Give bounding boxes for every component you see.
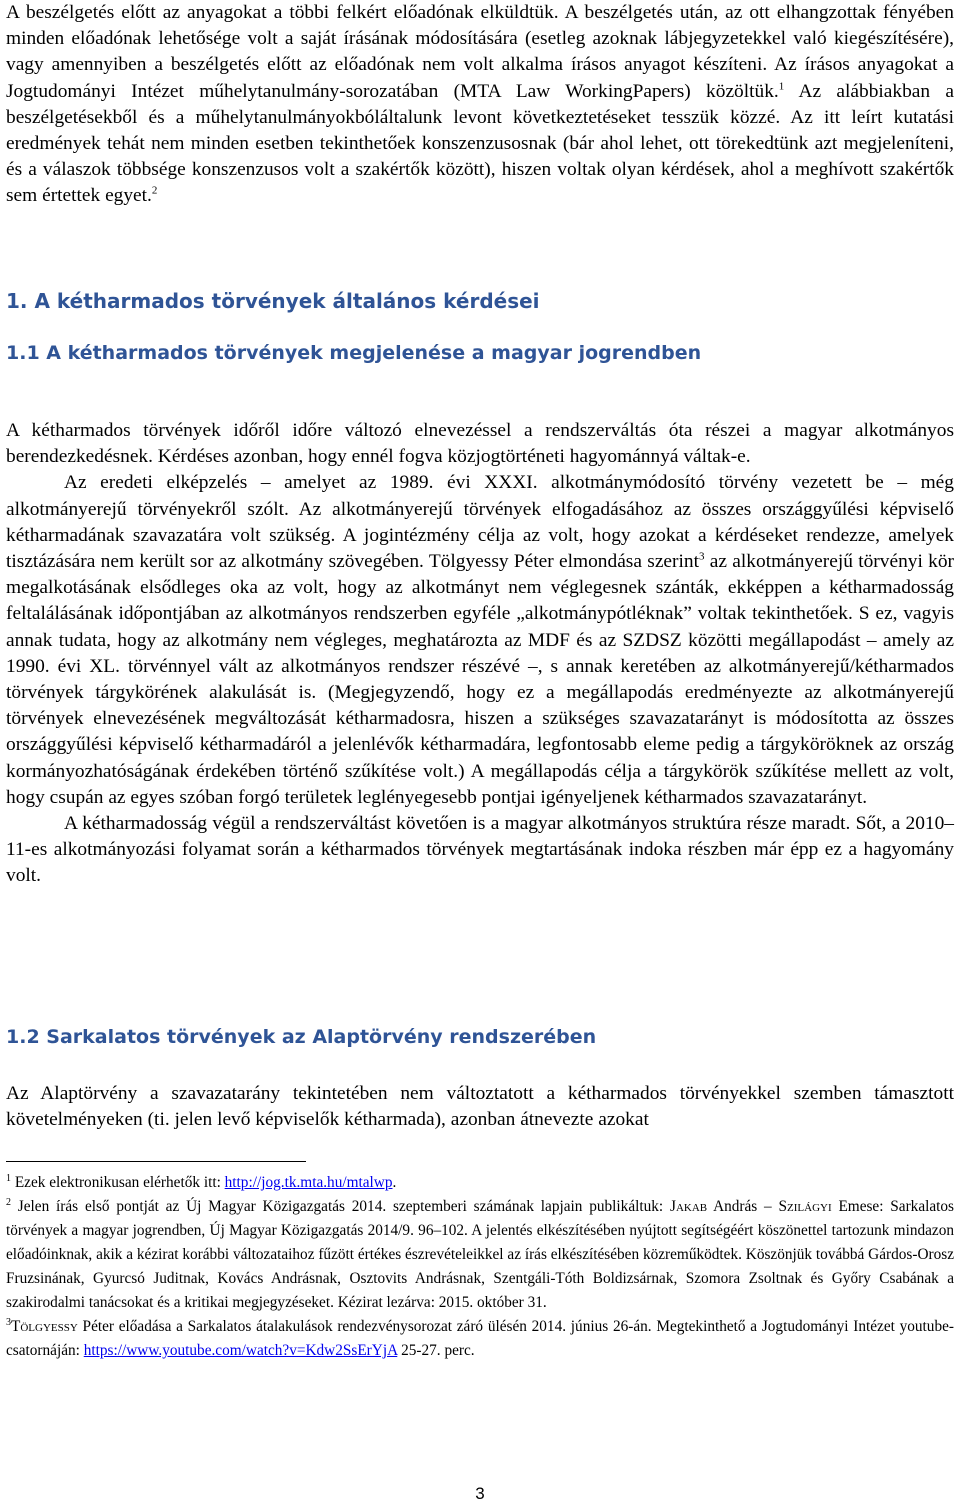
footnote-3-link[interactable]: https://www.youtube.com/watch?v=Kdw2SsErYjA <box>83 1342 398 1359</box>
intro-text-a: A beszélgetés előtt az anyagokat a többi felkért előadónak elküldtük. A beszélgetés után, az ott elhangzottak fényében minden előadónak lehetősége volt a saját írásának módosítására (esetleg azoknak lábjegyzetekkel való kiegészítésére), vagy amennyiben a beszélgetés előtt az előadónak nem volt alkalma írásos anyagot készíteni. Az írásos anyagokat a Jogtudományi Intézet műhelytanulmány-sorozatában (MTA Law WorkingPapers) közöltük. <box>6 2 954 102</box>
footnote-2-number: 2 <box>6 1196 11 1208</box>
intro-paragraph <box>6 0 954 210</box>
footnote-1 <box>6 1171 954 1195</box>
footnote-3-end: 25-27. perc. <box>397 1342 475 1359</box>
footnote-2-text-a: Jelen írás első pontját az Új Magyar Közigazgatás 2014. szeptemberi számának lapjain publikáltuk: J <box>11 1198 676 1215</box>
footnote-1-text: Ezek elektronikusan elérhetők itt: <box>11 1174 225 1191</box>
section-1-2 <box>6 1081 954 1133</box>
heading-1-1: 1.1 A kétharmados törvények megjelenése a magyar jogrendben <box>6 342 702 364</box>
section-1-2-paragraph-1: Az Alaptörvény a szavazatarány tekintetében nem változtatott a kétharmados törvényekkel szemben támasztott követelményeken (ti. jelen levő képviselők kétharmada), azonban átnevezte azokat <box>6 1083 954 1131</box>
section-1-1-paragraph-1: A kétharmados törvények időről időre változó elnevezéssel a rendszerváltás óta részei a magyar alkotmányos berendezkedésnek. Kérdéses azonban, hogy ennél fogva közjogtörténeti hagyománnyá váltak-e. <box>6 420 954 468</box>
footnote-2 <box>6 1195 954 1315</box>
intro-text-b: Az alábbiakban a beszélgetésekből és a műhelytanulmányokbóláltalunk levont következtetéseket tesszük közzé. Az itt leírt kutatási eredmények tehát nem minden esetben tekinthetőek konszenzusosnak (bár ahol lehet, ott törekedtünk azt megjeleníteni, és a válaszok többsége konszenzusos volt a szakértők között), hiszen voltak olyan kérdések, ahol a meghívott szakértők sem értettek egyet. <box>6 80 954 207</box>
footnote-2-author-1: akab <box>675 1198 708 1215</box>
footnote-1-end: . <box>392 1174 397 1191</box>
footnote-ref-3[interactable]: 3 <box>698 550 705 563</box>
footnote-ref-2[interactable]: 2 <box>151 184 158 197</box>
footnote-2-text-b: András – S <box>707 1198 788 1215</box>
footnote-1-link[interactable]: http://jog.tk.mta.hu/mtalwp <box>224 1174 393 1191</box>
page-number: 3 <box>475 1484 485 1503</box>
footnote-2-text-c: Emese: Sarkalatos törvények a magyar jogrendben, Új Magyar Közigazgatás 2014/9. 96–102. A jelentés elkészítésében nyújtott segítségéért köszönettel tartozunk mindazon előadóinknak, akik a kézirat korábbi változataihoz fűzött értékes észrevételeikkel az írás elkészítésében közreműködtek. Köszönjük továbbá Gárdos-Orosz Fruzsinának, Gyurcsó Juditnak, Kovács Andrásnak, Osztovits Andrásnak, Szentgáli-Tóth Boldizsárnak, Szomora Zsoltnak és Győry Csabának a szakirodalmi tanácsokat és a kritikai megjegyzéseket. Kézirat lezárva: 2015. október 31. <box>6 1198 955 1311</box>
footnote-3-initial: T <box>11 1318 21 1335</box>
section-1-1-p2-text-a: Az eredeti elképzelés – amelyet az 1989. évi XXXI. alkotmánymódosító törvény vezetett be – még alkotmányerejű törvényekről szólt. Az alkotmányerejű törvények elfogadásához az összes országgyűlési képviselő kétharmadának szavazatára volt szükség. A jogintézmény célja az volt, hogy azokat a kérdéseket rendezze, amelyek tisztázására nem került sor az alkotmány szövegében. Tölgyessy Péter elmondása szerint <box>6 472 954 573</box>
intro-section <box>6 0 954 210</box>
footnote-3-number: 3 <box>6 1316 11 1328</box>
footnote-1-number: 1 <box>6 1172 11 1184</box>
footnote-3 <box>6 1315 954 1363</box>
section-1-1-paragraph-2 <box>6 470 954 811</box>
footnote-ref-1[interactable]: 1 <box>778 80 785 93</box>
footnotes <box>6 1171 954 1363</box>
section-1-1-p2-text-b: az alkotmányerejű törvényi kör megalkotásának elsődleges oka az volt, hogy az alkotmányt nem véglegesnek szánták, ekképpen a kétharmadosság feltalálásának időpontjában az alkotmányos rendszerben egyféle „alkotmánypótléknak” voltak tekinthetőek. S ez, vagyis annak tudata, hogy az alkotmány nem végleges, meghatározta az MDF és az SZDSZ közötti megállapodást – amely az 1990. évi XL. törvénnyel vált az alkotmányos rendszer részévé –, s annak keretében az alkotmányerejű/kétharmados törvények tárgykörének alakulását is. (Megjegyzendő, hogy ez a megállapodás eredményezte az alkotmányerejű törvények elnevezésének megváltozását kétharmadosra, hiszen a szükséges szavazatarányt is módosította az összes országgyűlési képviselő kétharmadáról a jelenlévők kétharmadára, legfontosabb eleme pedig a tárgyköröknek az ország kormányozhatóságának érdekében történő szűkítése volt.) A megállapodás célja a tárgykörök szűkítése mellett az volt, hogy csupán az egyes szóban forgó területek leglényegesebb pontjai igényeljenek kétharmados szavazatarányt. <box>6 551 955 808</box>
footnote-3-author: ölgyessy <box>20 1318 78 1335</box>
footnote-2-author-2: zilágyi <box>787 1198 832 1215</box>
heading-1: 1. A kétharmados törvények általános kérdései <box>6 289 540 313</box>
section-1-1-paragraph-3: A kétharmadosság végül a rendszerváltást követően is a magyar alkotmányos struktúra része maradt. Sőt, a 2010–11-es alkotmányozási folyamat során a kétharmados törvények megtartásának indoka részben már épp ez a hagyomány volt. <box>6 813 954 887</box>
heading-1-2: 1.2 Sarkalatos törvények az Alaptörvény rendszerében <box>6 1026 597 1048</box>
footnote-divider <box>6 1161 306 1162</box>
footnote-3-text: Péter előadása a Sarkalatos átalakulások rendezvénysorozat záró ülésén 2014. június 26-án. Megtekinthető a Jogtudományi Intézet youtube-csatornáján: <box>6 1318 954 1359</box>
section-1-1 <box>6 418 954 890</box>
